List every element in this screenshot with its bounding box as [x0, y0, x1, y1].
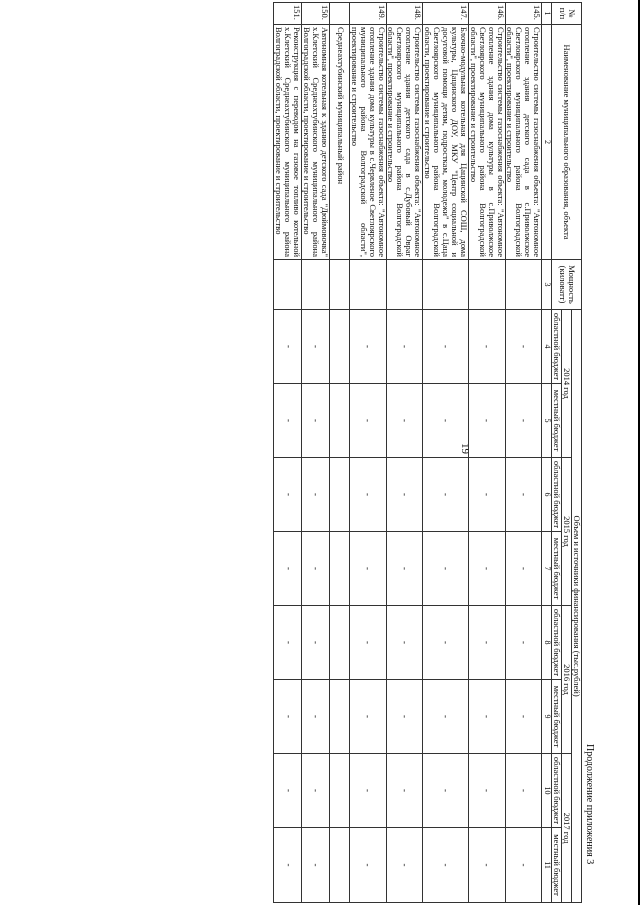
district-spacer: [329, 3, 349, 25]
power-cell: [329, 260, 349, 310]
object-name: Строительство системы газоснабжения объекта: "Автономное отопление здания детского сада в с.Приволжское Светлоярского муниципального района Волгоградской области", проектирование и строительство: [505, 25, 542, 260]
power-cell: [423, 260, 469, 310]
column-number: 1: [542, 3, 552, 25]
column-number: 9: [542, 680, 552, 754]
financing-table: [273, 2, 582, 903]
value-cell: -: [302, 310, 330, 384]
value-cell: -: [505, 458, 542, 532]
value-cell: -: [349, 828, 386, 903]
row-number: 148.: [386, 3, 423, 25]
value-cell: -: [349, 384, 386, 458]
power-cell: [349, 260, 386, 310]
value-cell: -: [302, 532, 330, 606]
value-cell: -: [505, 754, 542, 828]
column-number: 8: [542, 606, 552, 680]
value-cell: -: [468, 680, 505, 754]
value-cell: -: [468, 458, 505, 532]
value-cell: -: [386, 606, 423, 680]
value-cell: -: [386, 532, 423, 606]
value-cell: -: [386, 310, 423, 384]
empty-cell: [329, 532, 349, 606]
value-cell: -: [423, 458, 469, 532]
appendix-caption: Продолжение приложения 3: [584, 744, 595, 865]
header-regional: областной бюджет: [552, 458, 562, 532]
page-number: 19: [459, 443, 471, 454]
value-cell: -: [468, 384, 505, 458]
value-cell: -: [386, 828, 423, 903]
row-number: 150.: [302, 3, 330, 25]
column-number: 6: [542, 458, 552, 532]
empty-cell: [329, 310, 349, 384]
column-number: 7: [542, 532, 552, 606]
value-cell: -: [302, 754, 330, 828]
power-cell: [274, 260, 302, 310]
value-cell: -: [423, 828, 469, 903]
row-number: 149.: [349, 3, 386, 25]
value-cell: -: [302, 458, 330, 532]
power-cell: [386, 260, 423, 310]
object-name: Автономная котельная к зданию детского сада "Дюймовочка" х.Клетский Среднеахтубинского муниципального района Волгоградской области, проектирование и строительство: [302, 25, 330, 260]
value-cell: -: [302, 606, 330, 680]
header-regional: областной бюджет: [552, 754, 562, 828]
value-cell: -: [505, 606, 542, 680]
header-year-2014: 2014 год: [562, 310, 572, 458]
table-row: [423, 3, 469, 903]
header-row-1: [572, 3, 582, 903]
value-cell: -: [423, 680, 469, 754]
row-number: 145.: [505, 3, 542, 25]
table-row: [505, 3, 542, 903]
value-cell: -: [274, 458, 302, 532]
value-cell: -: [386, 384, 423, 458]
table-row: [468, 3, 505, 903]
table-row: [349, 3, 386, 903]
empty-cell: [329, 828, 349, 903]
value-cell: -: [274, 754, 302, 828]
value-cell: -: [274, 606, 302, 680]
value-cell: -: [468, 754, 505, 828]
row-number: 147.: [423, 3, 469, 25]
header-local: местный бюджет: [552, 532, 562, 606]
district-row: [329, 3, 349, 903]
value-cell: -: [274, 384, 302, 458]
value-cell: -: [505, 828, 542, 903]
power-cell: [468, 260, 505, 310]
empty-cell: [329, 754, 349, 828]
value-cell: -: [468, 828, 505, 903]
row-number: 151.: [274, 3, 302, 25]
value-cell: -: [302, 384, 330, 458]
object-name: Строительство системы газоснабжения объекта: "Автономное отопление здания дома культуры в с.Приволжское Светлоярского муниципального района Волгоградской области", проектирование и строительство: [468, 25, 505, 260]
value-cell: -: [505, 532, 542, 606]
object-name: Реконструкция с переводом на газовое топливо котельной х.Клетский Среднеахтубинского муниципального района Волгоградской области, проектирование и строительство: [274, 25, 302, 260]
value-cell: -: [302, 828, 330, 903]
value-cell: -: [505, 680, 542, 754]
row-number: 146.: [468, 3, 505, 25]
value-cell: -: [274, 532, 302, 606]
value-cell: -: [349, 606, 386, 680]
value-cell: -: [349, 458, 386, 532]
value-cell: -: [505, 384, 542, 458]
column-number-row: [542, 3, 552, 903]
header-regional: областной бюджет: [552, 606, 562, 680]
header-local: местный бюджет: [552, 384, 562, 458]
power-cell: [505, 260, 542, 310]
value-cell: -: [468, 310, 505, 384]
value-cell: -: [274, 680, 302, 754]
table-row: [302, 3, 330, 903]
header-year-2016: 2016 год: [562, 606, 572, 754]
column-number: 4: [542, 310, 552, 384]
value-cell: -: [274, 310, 302, 384]
header-name: Наименование муниципального образования, объекта: [552, 25, 582, 260]
value-cell: -: [349, 680, 386, 754]
value-cell: -: [423, 310, 469, 384]
value-cell: -: [349, 532, 386, 606]
header-local: местный бюджет: [552, 828, 562, 903]
value-cell: -: [386, 680, 423, 754]
district-name: Среднеахтубинский муниципальный район: [329, 25, 349, 260]
empty-cell: [329, 606, 349, 680]
value-cell: -: [302, 680, 330, 754]
header-power: Мощность (киловатт): [552, 260, 582, 310]
value-cell: -: [468, 606, 505, 680]
value-cell: -: [505, 310, 542, 384]
empty-cell: [329, 680, 349, 754]
value-cell: -: [349, 754, 386, 828]
column-number: 5: [542, 384, 552, 458]
column-number: 11: [542, 828, 552, 903]
header-local: местный бюджет: [552, 680, 562, 754]
value-cell: -: [468, 532, 505, 606]
header-regional: областной бюджет: [552, 310, 562, 384]
header-volume: Объем и источники финансирования (тыс.рублей): [572, 310, 582, 903]
header-year-2015: 2015 год: [562, 458, 572, 606]
table-row: [386, 3, 423, 903]
value-cell: -: [423, 754, 469, 828]
value-cell: -: [423, 606, 469, 680]
value-cell: -: [386, 458, 423, 532]
value-cell: -: [423, 384, 469, 458]
power-cell: [302, 260, 330, 310]
value-cell: -: [423, 532, 469, 606]
empty-cell: [329, 458, 349, 532]
value-cell: -: [386, 754, 423, 828]
header-year-2017: 2017 год: [562, 754, 572, 903]
object-name: Строительство системы газоснабжения объекта: "Автономное отопление здания дома культуры в с.Червленое Светлоярского муниципального района Волгоградской области", проектирование и строительство: [349, 25, 386, 260]
value-cell: -: [274, 828, 302, 903]
table-row: [274, 3, 302, 903]
header-no: № п/п: [552, 3, 582, 25]
column-number: 3: [542, 260, 552, 310]
object-name: Строительство системы газоснабжения объекта: "Автономное отопление здания детского сада в с.Дубовый Овраг Светлоярского муниципального района Волгоградской области", проектирование и строительство: [386, 25, 423, 260]
column-number: 2: [542, 25, 552, 260]
value-cell: -: [349, 310, 386, 384]
column-number: 10: [542, 754, 552, 828]
object-name: Блочно-модульная котельная для Цацинской СОШ, дома культуры, Цацинского ДОУ, МКУ "Центр социальной и досуговой помощи детям, подросткам, молодежи" в с.Цаца Светлоярского муниципального района Волгоградской области, проектирование и строительство: [423, 25, 469, 260]
empty-cell: [329, 384, 349, 458]
